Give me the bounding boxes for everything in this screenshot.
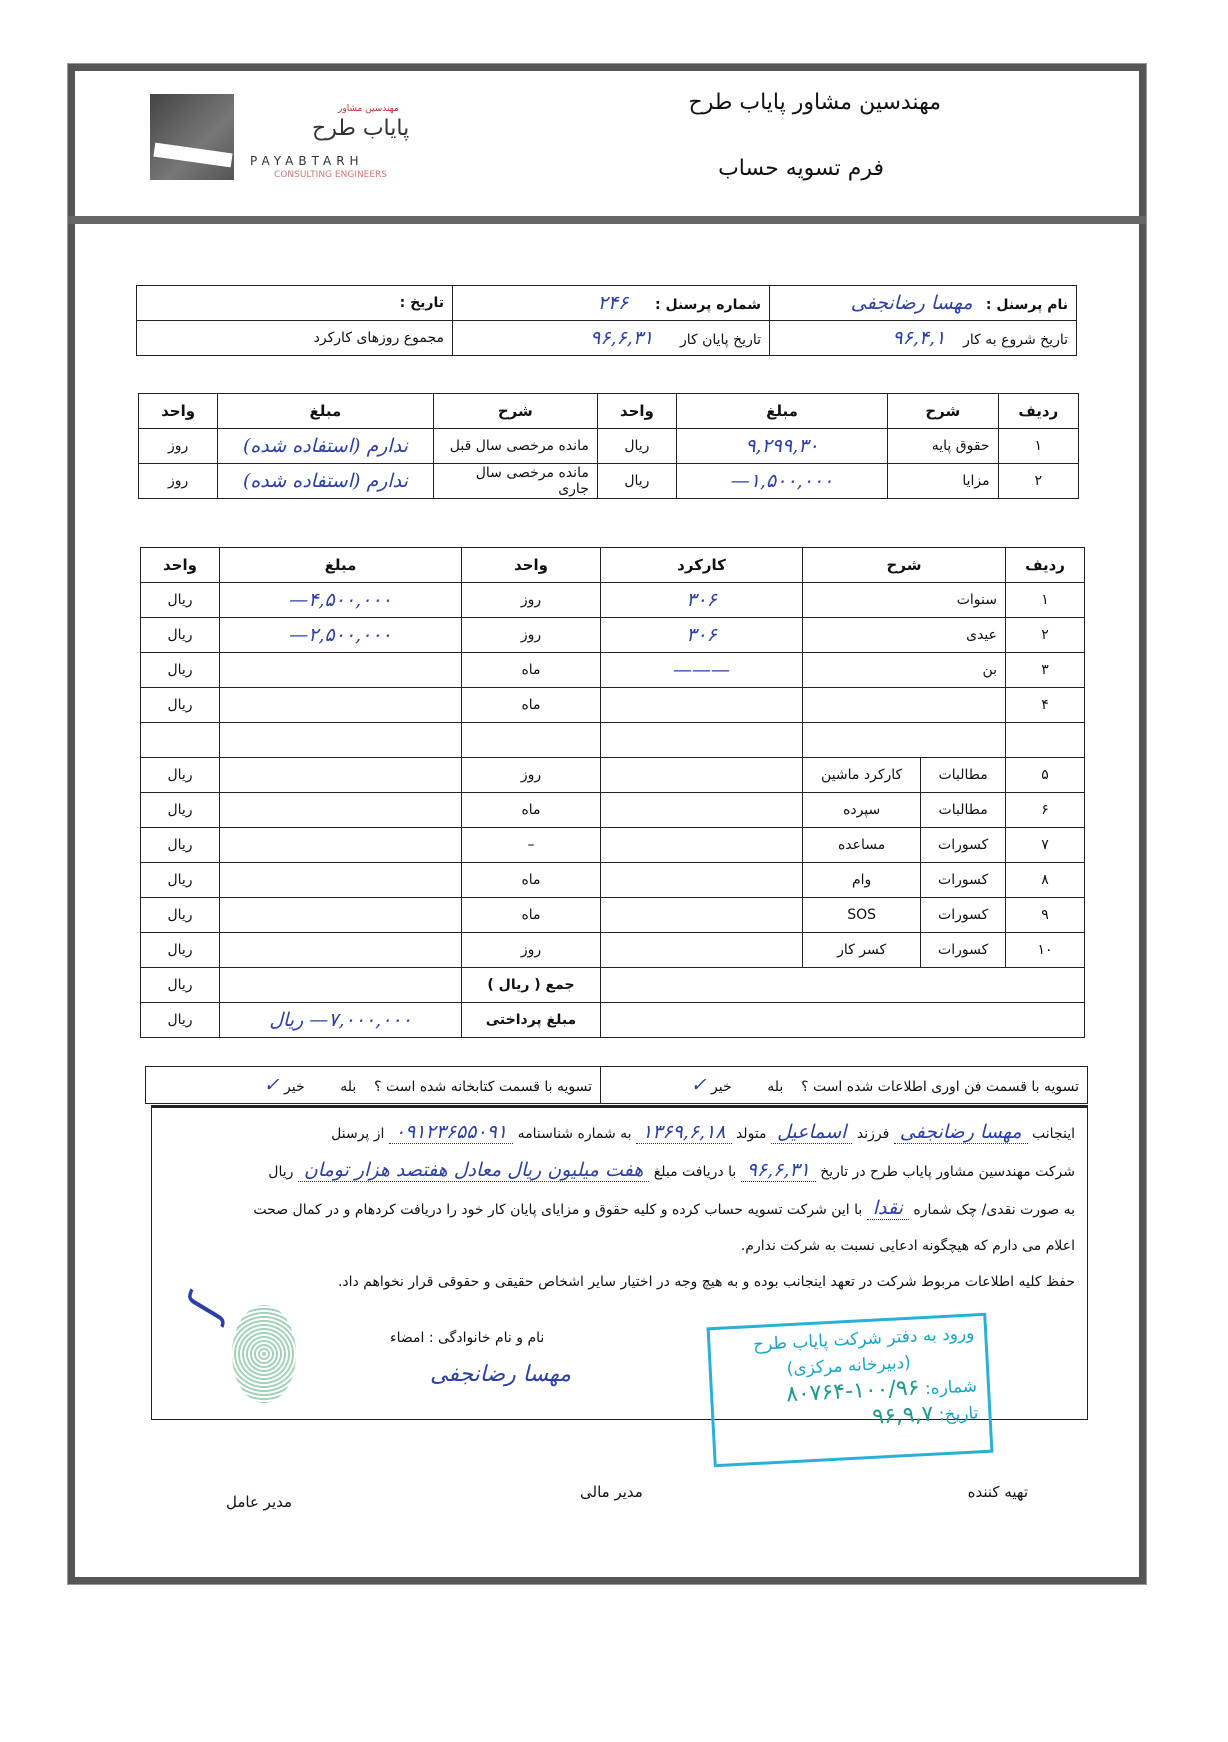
table-row	[141, 758, 1085, 793]
it-yes-option[interactable]: بله	[767, 1079, 784, 1095]
work-value	[601, 828, 803, 863]
table-row	[139, 429, 1079, 464]
amount-cell: ۲,۵۰۰,۰۰۰—	[220, 618, 462, 653]
table-cell: ریال	[597, 429, 676, 464]
table-cell: روز	[139, 429, 218, 464]
library-no-option[interactable]: خیر	[284, 1079, 305, 1095]
table-header-row	[139, 394, 1079, 429]
unit-cell: روز	[462, 933, 601, 968]
column-header: مبلغ	[218, 394, 434, 429]
amount-cell	[220, 793, 462, 828]
column-header: کارکرد	[601, 548, 803, 583]
currency-cell: ریال	[141, 688, 220, 723]
unit-cell: ماه	[462, 688, 601, 723]
start-value: ۹۶,۴,۱	[892, 327, 946, 349]
logo-text-en: PAYABTARH	[250, 154, 364, 168]
row-number: ۱	[1006, 583, 1085, 618]
decl-text: با این شرکت تسویه حساب کرده و کلیه حقوق و مزایای پایان کار خود را دریافت کردهام و در کمال صحت	[253, 1202, 863, 1218]
id-label: شماره پرسنل :	[654, 297, 761, 313]
currency-cell: ریال	[141, 898, 220, 933]
amount-cell	[220, 688, 462, 723]
table-cell: ۱,۵۰۰,۰۰۰—	[676, 464, 887, 499]
row-category: مطالبات	[921, 793, 1006, 828]
unit-cell: ماه	[462, 653, 601, 688]
row-number	[1006, 723, 1085, 758]
id-value: ۲۴۶	[597, 292, 629, 314]
personnel-info-table	[136, 285, 1077, 356]
table-row	[141, 618, 1085, 653]
currency-cell: ریال	[141, 653, 220, 688]
name-value: مهسا رضانجفی	[850, 292, 973, 314]
decl-text: به صورت نقدی/ چک شماره	[913, 1202, 1075, 1218]
table-cell: ندارم (استفاده شده)	[218, 429, 434, 464]
checkmark-icon: ✓	[263, 1074, 280, 1096]
decl-name: مهسا رضانجفی	[894, 1121, 1028, 1144]
unit-cell: –	[462, 828, 601, 863]
empty-cell	[601, 968, 1085, 1003]
empty-cell	[601, 1003, 1085, 1038]
logo-text-fa: پایاب طرح	[312, 116, 410, 141]
company-name: مهندسین مشاور پایاب طرح	[688, 90, 941, 115]
amount-cell	[220, 828, 462, 863]
row-number: ۹	[1006, 898, 1085, 933]
row-category: مطالبات	[921, 758, 1006, 793]
row-description	[803, 723, 1006, 758]
column-header: واحد	[597, 394, 676, 429]
decl-text: اینجانب	[1032, 1126, 1075, 1142]
table-cell: ۹,۲۹۹,۳۰	[676, 429, 887, 464]
settlement-table	[140, 547, 1085, 1038]
unit-cell: ماه	[462, 898, 601, 933]
currency-cell: ریال	[141, 828, 220, 863]
fingerprint-icon	[232, 1305, 296, 1403]
days-label: مجموع روزهای کارکرد	[313, 330, 444, 346]
paid-label: مبلغ پرداختی	[462, 1003, 601, 1038]
form-title: فرم تسویه حساب	[718, 156, 884, 181]
signature-name: مهسا رضانجفی	[430, 1362, 572, 1387]
column-header: شرح	[888, 394, 999, 429]
it-no-option[interactable]: خیر	[711, 1079, 732, 1095]
row-description: کسر کار	[803, 933, 921, 968]
row-description	[803, 688, 1006, 723]
date-label: تاریخ :	[399, 295, 444, 311]
table-row	[141, 583, 1085, 618]
row-category: کسورات	[921, 863, 1006, 898]
table-header-row	[141, 548, 1085, 583]
decl-cheque: نقدا	[867, 1197, 909, 1220]
work-value	[601, 688, 803, 723]
amount-cell	[220, 933, 462, 968]
unit-cell: روز	[462, 758, 601, 793]
end-value: ۹۶,۶,۳۱	[590, 327, 654, 349]
ceo-label: مدیر عامل	[226, 1493, 293, 1511]
library-question: تسویه با قسمت کتابخانه شده است ؟	[374, 1079, 592, 1095]
table-row	[141, 898, 1085, 933]
total-amount	[220, 968, 462, 1003]
amount-cell	[220, 863, 462, 898]
work-value	[601, 758, 803, 793]
unit-cell: ماه	[462, 863, 601, 898]
row-description: بن	[803, 653, 1006, 688]
amount-cell	[220, 723, 462, 758]
stamp-date-label: تاریخ:	[938, 1403, 979, 1426]
signature-icon: ʃ	[175, 1290, 232, 1324]
stamp-subtitle: (دبیرخانه مرکزی)	[786, 1352, 912, 1380]
library-yes-option[interactable]: بله	[340, 1079, 357, 1095]
currency-cell	[141, 723, 220, 758]
logo-text-small: مهندسین مشاور	[338, 104, 399, 114]
row-number: ۱۰	[1006, 933, 1085, 968]
table-row	[141, 828, 1085, 863]
name-label: نام پرسنل :	[985, 297, 1068, 313]
column-header: ردیف	[1006, 548, 1085, 583]
work-value	[601, 933, 803, 968]
unit-cell: روز	[462, 618, 601, 653]
preparer-label: تهیه کننده	[967, 1483, 1028, 1501]
table-cell: ۱	[998, 429, 1078, 464]
table-row	[141, 793, 1085, 828]
column-header: ردیف	[998, 394, 1078, 429]
paid-amount: ۷,۰۰۰,۰۰۰— ریال	[220, 1003, 462, 1038]
table-cell: ندارم (استفاده شده)	[218, 464, 434, 499]
unit-cell: ماه	[462, 793, 601, 828]
table-row	[141, 863, 1085, 898]
amount-cell	[220, 758, 462, 793]
decl-text: حفظ کلیه اطلاعات مربوط شرکت در تعهد اینجانب بوده و به هیچ وجه در اختیار سایر اشخاص حقیقی و حقوقی قرار نخواهم داد.	[337, 1274, 1075, 1290]
decl-father: اسماعیل	[771, 1121, 852, 1144]
row-number: ۷	[1006, 828, 1085, 863]
form-header	[68, 64, 1146, 224]
office-stamp	[707, 1313, 994, 1467]
row-category: کسورات	[921, 828, 1006, 863]
currency-cell: ریال	[141, 933, 220, 968]
row-number: ۴	[1006, 688, 1085, 723]
amount-cell: ۴,۵۰۰,۰۰۰—	[220, 583, 462, 618]
total-row	[141, 968, 1085, 1003]
row-description: وام	[803, 863, 921, 898]
table-row	[141, 688, 1085, 723]
decl-text: متولد	[735, 1126, 767, 1142]
stamp-number-label: شماره:	[924, 1376, 978, 1400]
salary-table	[138, 393, 1079, 499]
stamp-date: ۹۶,۹,۷	[871, 1401, 935, 1430]
decl-text: ریال	[268, 1164, 294, 1180]
work-value: ———	[601, 653, 803, 688]
work-value	[601, 898, 803, 933]
it-question: تسویه با قسمت فن اوری اطلاعات شده است ؟	[801, 1079, 1079, 1095]
work-value: ۳۰۶	[601, 618, 803, 653]
row-category: کسورات	[921, 898, 1006, 933]
table-cell: مزایا	[888, 464, 999, 499]
stamp-title: ورود به دفتر شرکت پایاب طرح	[752, 1323, 975, 1355]
currency-cell: ریال	[141, 968, 220, 1003]
work-value	[601, 793, 803, 828]
decl-text: فرزند	[856, 1126, 890, 1142]
currency-cell: ریال	[141, 758, 220, 793]
paid-row	[141, 1003, 1085, 1038]
column-header: مبلغ	[676, 394, 887, 429]
unit-cell	[462, 723, 601, 758]
currency-cell: ریال	[141, 1003, 220, 1038]
decl-amount-words: هفت میلیون ریال معادل هفتصد هزار تومان	[298, 1159, 649, 1182]
row-number: ۲	[1006, 618, 1085, 653]
row-description: کارکرد ماشین	[803, 758, 921, 793]
start-label: تاریخ شروع به کار	[963, 332, 1068, 348]
amount-cell	[220, 898, 462, 933]
table-cell: روز	[139, 464, 218, 499]
row-description: مساعده	[803, 828, 921, 863]
column-header: شرح	[433, 394, 597, 429]
end-label: تاریخ پایان کار	[679, 332, 761, 348]
row-number: ۳	[1006, 653, 1085, 688]
row-number: ۵	[1006, 758, 1085, 793]
decl-text: شرکت مهندسین مشاور پایاب طرح در تاریخ	[820, 1164, 1075, 1180]
logo-subtitle: CONSULTING ENGINEERS	[274, 170, 388, 180]
decl-id: ۰۹۱۲۳۶۵۵۰۹۱	[389, 1121, 513, 1144]
table-row	[141, 653, 1085, 688]
amount-cell	[220, 653, 462, 688]
table-cell: مانده مرخصی سال قبل	[433, 429, 597, 464]
column-header: واحد	[462, 548, 601, 583]
table-cell: مانده مرخصی سال جاری	[433, 464, 597, 499]
column-header: واحد	[141, 548, 220, 583]
currency-cell: ریال	[141, 793, 220, 828]
decl-text: از پرسنل	[331, 1126, 385, 1142]
row-number: ۸	[1006, 863, 1085, 898]
decl-birth: ۱۳۶۹,۶,۱۸	[636, 1121, 732, 1144]
decl-text: اعلام می دارم که هیچگونه ادعایی نسبت به شرکت ندارم.	[740, 1238, 1075, 1254]
signature-label: نام و نام خانوادگی : امضاء	[390, 1330, 545, 1346]
currency-cell: ریال	[141, 583, 220, 618]
column-header: مبلغ	[220, 548, 462, 583]
work-value	[601, 723, 803, 758]
row-description: سپرده	[803, 793, 921, 828]
total-label: جمع ( ریال )	[462, 968, 601, 1003]
column-header: واحد	[139, 394, 218, 429]
company-logo-icon	[150, 94, 234, 180]
table-row	[139, 464, 1079, 499]
unit-cell: روز	[462, 583, 601, 618]
decl-date: ۹۶,۶,۳۱	[741, 1159, 816, 1182]
finance-manager-label: مدیر مالی	[580, 1483, 643, 1501]
table-row	[141, 723, 1085, 758]
work-value	[601, 863, 803, 898]
currency-cell: ریال	[141, 618, 220, 653]
table-cell: حقوق پایه	[888, 429, 999, 464]
table-row	[141, 933, 1085, 968]
decl-text: با دریافت مبلغ	[653, 1164, 737, 1180]
table-cell: ۲	[998, 464, 1078, 499]
table-cell: ریال	[597, 464, 676, 499]
row-category: کسورات	[921, 933, 1006, 968]
row-number: ۶	[1006, 793, 1085, 828]
row-description: SOS	[803, 898, 921, 933]
row-description: عیدی	[803, 618, 1006, 653]
stamp-number: ۱۰۰/۹۶-۸۰۷۶۴	[785, 1375, 921, 1408]
checkmark-icon: ✓	[690, 1074, 707, 1096]
decl-text: به شماره شناسنامه	[517, 1126, 632, 1142]
work-value: ۳۰۶	[601, 583, 803, 618]
column-header: شرح	[803, 548, 1006, 583]
currency-cell: ریال	[141, 863, 220, 898]
clearance-row	[145, 1066, 1088, 1104]
row-description: سنوات	[803, 583, 1006, 618]
